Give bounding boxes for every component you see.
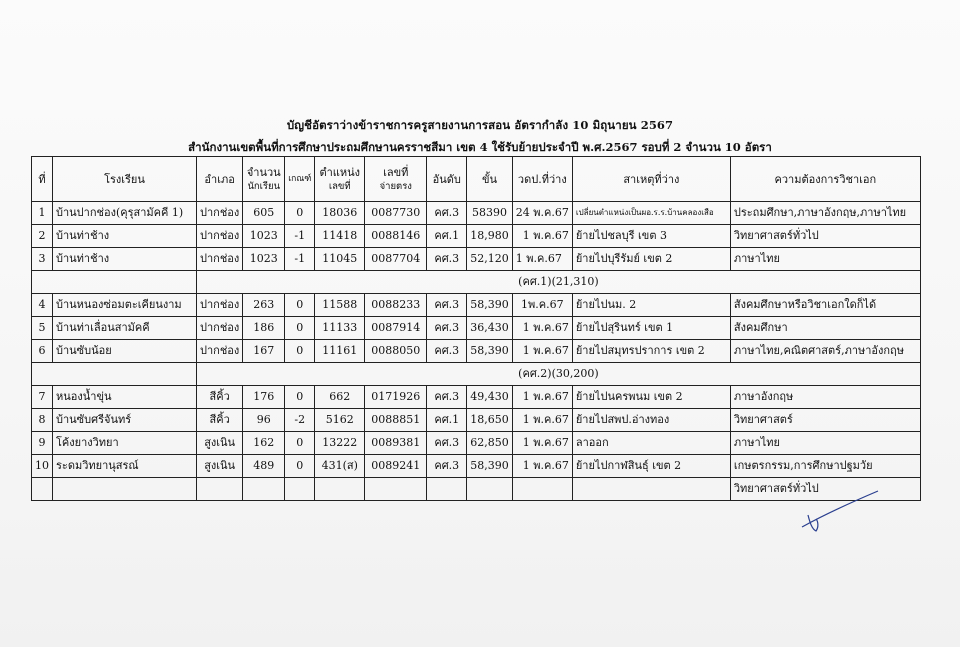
header-pay-line1: เลขที่ xyxy=(383,165,409,179)
cell-no: 8 xyxy=(32,409,53,432)
cell-school: บ้านท่าเลื่อนสามัคคี xyxy=(53,317,197,340)
cell-step: 36,430 xyxy=(467,317,513,340)
cell-rank: คศ.1 xyxy=(427,409,467,432)
header-students-line2: นักเรียน xyxy=(247,180,281,192)
cell-district: สูงเนิน xyxy=(197,455,243,478)
cell-no: 10 xyxy=(32,455,53,478)
cell-need: วิทยาศาสตร์ทั่วไป xyxy=(730,478,920,501)
table-row xyxy=(32,386,921,409)
cell-position: 11045 xyxy=(315,248,365,271)
cell-date: 24 พ.ค.67 xyxy=(512,202,572,225)
cell-criteria: 0 xyxy=(285,432,315,455)
group-spacer xyxy=(32,363,197,386)
header-pay-line2: จ่ายตรง xyxy=(379,180,412,192)
cell-position: 431(ส) xyxy=(315,455,365,478)
cell-pay: 0171926 xyxy=(365,386,427,409)
cell-step: 58,390 xyxy=(467,455,513,478)
signature-mark xyxy=(800,487,890,537)
group-label-1: (คศ.1)(21,310) xyxy=(197,271,921,294)
group-row xyxy=(32,271,921,294)
cell-pay: 0088146 xyxy=(365,225,427,248)
cell-students: 605 xyxy=(243,202,285,225)
cell-date: 1 พ.ค.67 xyxy=(512,317,572,340)
cell-criteria: -1 xyxy=(285,248,315,271)
cell-students: 1023 xyxy=(243,225,285,248)
cell-district: ปากช่อง xyxy=(197,202,243,225)
header-students-line1: จำนวน xyxy=(246,165,281,179)
cell-students: 176 xyxy=(243,386,285,409)
cell-reason: ย้ายไปนม. 2 xyxy=(572,294,730,317)
cell-need: ภาษาไทย xyxy=(730,432,920,455)
cell-need: วิทยาศาสตร์ทั่วไป xyxy=(730,225,920,248)
cell-position: 11133 xyxy=(315,317,365,340)
cell-step: 52,120 xyxy=(467,248,513,271)
group-label-2: (คศ.2)(30,200) xyxy=(197,363,921,386)
cell-district: ปากช่อง xyxy=(197,294,243,317)
cell-school: บ้านซับศรีจันทร์ xyxy=(53,409,197,432)
cell-students: 167 xyxy=(243,340,285,363)
cell-pay: 0087704 xyxy=(365,248,427,271)
cell-school: บ้านท่าช้าง xyxy=(53,248,197,271)
cell-date: 1 พ.ค.67 xyxy=(512,248,572,271)
cell-date: 1 พ.ค.67 xyxy=(512,409,572,432)
cell-students: 186 xyxy=(243,317,285,340)
cell-school: บ้านท่าช้าง xyxy=(53,225,197,248)
cell-criteria: 0 xyxy=(285,294,315,317)
cell-empty xyxy=(32,478,53,501)
header-criteria xyxy=(285,157,315,202)
header-district: อำเภอ xyxy=(197,157,243,202)
cell-need: สังคมศึกษา xyxy=(730,317,920,340)
cell-school: บ้านปากช่อง(คุรุสามัคคี 1) xyxy=(53,202,197,225)
header-reason: สาเหตุที่ว่าง xyxy=(572,157,730,202)
cell-need: สังคมศึกษาหรือวิชาเอกใดก็ได้ xyxy=(730,294,920,317)
table-row xyxy=(32,202,921,225)
cell-rank: คศ.3 xyxy=(427,202,467,225)
cell-reason: ย้ายไปชลบุรี เขต 3 xyxy=(572,225,730,248)
cell-step: 62,850 xyxy=(467,432,513,455)
cell-position: 11588 xyxy=(315,294,365,317)
document-subtitle: สำนักงานเขตพื้นที่การศึกษาประถมศึกษานครราชสีมา เขต 4 ใช้รับย้ายประจำปี พ.ศ.2567 รอบที่ 2 จำนวน 10 อัตรา xyxy=(188,140,772,154)
cell-need: วิทยาศาสตร์ xyxy=(730,409,920,432)
group-row xyxy=(32,363,921,386)
header-position-line2: เลขที่ xyxy=(328,180,351,192)
cell-pay: 0089381 xyxy=(365,432,427,455)
cell-empty xyxy=(365,478,427,501)
cell-empty xyxy=(427,478,467,501)
cell-no: 1 xyxy=(32,202,53,225)
cell-district: สีคิ้ว xyxy=(197,409,243,432)
cell-school: บ้านหนองซ่อมตะเคียนงาม xyxy=(53,294,197,317)
cell-criteria: -2 xyxy=(285,409,315,432)
cell-pay: 0089241 xyxy=(365,455,427,478)
cell-criteria: 0 xyxy=(285,386,315,409)
cell-position: 11418 xyxy=(315,225,365,248)
cell-need: ภาษาไทย xyxy=(730,248,920,271)
cell-empty xyxy=(572,478,730,501)
cell-pay: 0087730 xyxy=(365,202,427,225)
cell-no: 3 xyxy=(32,248,53,271)
cell-pay: 0088851 xyxy=(365,409,427,432)
cell-criteria: 0 xyxy=(285,455,315,478)
cell-empty xyxy=(285,478,315,501)
cell-rank: คศ.3 xyxy=(427,340,467,363)
cell-pay: 0087914 xyxy=(365,317,427,340)
cell-empty xyxy=(512,478,572,501)
cell-position: 13222 xyxy=(315,432,365,455)
cell-district: ปากช่อง xyxy=(197,248,243,271)
cell-pay: 0088233 xyxy=(365,294,427,317)
cell-empty xyxy=(467,478,513,501)
cell-step: 18,980 xyxy=(467,225,513,248)
cell-empty xyxy=(197,478,243,501)
cell-no: 6 xyxy=(32,340,53,363)
cell-students: 1023 xyxy=(243,248,285,271)
cell-step: 49,430 xyxy=(467,386,513,409)
header-step: ขั้น xyxy=(467,157,513,202)
cell-step: 18,650 xyxy=(467,409,513,432)
header-school: โรงเรียน xyxy=(53,157,197,202)
document-title: บัญชีอัตราว่างข้าราชการครูสายงานการสอน อัตรากำลัง 10 มิถุนายน 2567 xyxy=(286,118,674,132)
cell-reason: ย้ายไปกาฬสินธุ์ เขต 2 xyxy=(572,455,730,478)
cell-school: โค้งยางวิทยา xyxy=(53,432,197,455)
cell-reason: ลาออก xyxy=(572,432,730,455)
cell-date: 1 พ.ค.67 xyxy=(512,225,572,248)
cell-date: 1 พ.ค.67 xyxy=(512,455,572,478)
cell-reason: ย้ายไปนครพนม เขต 2 xyxy=(572,386,730,409)
header-no: ที่ xyxy=(32,157,53,202)
cell-district: สูงเนิน xyxy=(197,432,243,455)
cell-students: 96 xyxy=(243,409,285,432)
cell-position: 5162 xyxy=(315,409,365,432)
cell-criteria: 0 xyxy=(285,317,315,340)
cell-reason: ย้ายไปบุรีรัมย์ เขต 2 xyxy=(572,248,730,271)
cell-empty xyxy=(315,478,365,501)
table-row-continuation xyxy=(32,478,921,501)
cell-need: เกษตรกรรม,การศึกษาปฐมวัย xyxy=(730,455,920,478)
cell-step: 58,390 xyxy=(467,294,513,317)
cell-rank: คศ.3 xyxy=(427,317,467,340)
cell-date: 1 พ.ค.67 xyxy=(512,386,572,409)
cell-reason: ย้ายไปสุรินทร์ เขต 1 xyxy=(572,317,730,340)
cell-need: ภาษาไทย,คณิตศาสตร์,ภาษาอังกฤษ xyxy=(730,340,920,363)
cell-rank: คศ.3 xyxy=(427,432,467,455)
cell-position: 11161 xyxy=(315,340,365,363)
cell-students: 162 xyxy=(243,432,285,455)
header-rank: อันดับ xyxy=(427,157,467,202)
cell-no: 2 xyxy=(32,225,53,248)
cell-criteria: 0 xyxy=(285,202,315,225)
header-need: ความต้องการวิชาเอก xyxy=(730,157,920,202)
cell-rank: คศ.3 xyxy=(427,455,467,478)
cell-no: 7 xyxy=(32,386,53,409)
cell-no: 4 xyxy=(32,294,53,317)
cell-criteria: 0 xyxy=(285,340,315,363)
group-spacer xyxy=(32,271,197,294)
table-row xyxy=(32,432,921,455)
cell-students: 489 xyxy=(243,455,285,478)
table-row xyxy=(32,248,921,271)
cell-position: 18036 xyxy=(315,202,365,225)
cell-reason: ย้ายไปสพป.อ่างทอง xyxy=(572,409,730,432)
cell-district: สีคิ้ว xyxy=(197,386,243,409)
header-date: วดป.ที่ว่าง xyxy=(512,157,572,202)
table-row xyxy=(32,317,921,340)
table-row xyxy=(32,455,921,478)
cell-rank: คศ.3 xyxy=(427,248,467,271)
table-row xyxy=(32,225,921,248)
cell-reason: ย้ายไปสมุทรปราการ เขต 2 xyxy=(572,340,730,363)
table-header-row xyxy=(32,157,921,202)
header-position-line1: ตำแหน่ง xyxy=(319,165,361,179)
header-students xyxy=(243,157,285,202)
cell-school: หนองน้ำขุ่น xyxy=(53,386,197,409)
cell-date: 1พ.ค.67 xyxy=(512,294,572,317)
cell-school: บ้านซับน้อย xyxy=(53,340,197,363)
table-row xyxy=(32,409,921,432)
cell-need: ประถมศึกษา,ภาษาอังกฤษ,ภาษาไทย xyxy=(730,202,920,225)
cell-district: ปากช่อง xyxy=(197,317,243,340)
cell-reason: เปลี่ยนตำแหน่งเป็นผอ.ร.ร.บ้านคลองเสือ xyxy=(572,202,730,225)
cell-rank: คศ.3 xyxy=(427,386,467,409)
cell-rank: คศ.3 xyxy=(427,294,467,317)
cell-date: 1 พ.ค.67 xyxy=(512,432,572,455)
cell-date: 1 พ.ค.67 xyxy=(512,340,572,363)
cell-district: ปากช่อง xyxy=(197,340,243,363)
cell-criteria: -1 xyxy=(285,225,315,248)
header-position xyxy=(315,157,365,202)
cell-empty xyxy=(243,478,285,501)
header-pay xyxy=(365,157,427,202)
cell-need: ภาษาอังกฤษ xyxy=(730,386,920,409)
table-row xyxy=(32,294,921,317)
cell-rank: คศ.1 xyxy=(427,225,467,248)
header-criteria-label: เกณฑ์ xyxy=(288,173,312,184)
cell-district: ปากช่อง xyxy=(197,225,243,248)
vacancy-table xyxy=(31,156,921,501)
cell-school: ระดมวิทยานุสรณ์ xyxy=(53,455,197,478)
cell-pay: 0088050 xyxy=(365,340,427,363)
cell-no: 9 xyxy=(32,432,53,455)
table-row xyxy=(32,340,921,363)
cell-step: 58,390 xyxy=(467,340,513,363)
cell-no: 5 xyxy=(32,317,53,340)
cell-position: 662 xyxy=(315,386,365,409)
cell-step: 58390 xyxy=(467,202,513,225)
cell-students: 263 xyxy=(243,294,285,317)
cell-empty xyxy=(53,478,197,501)
